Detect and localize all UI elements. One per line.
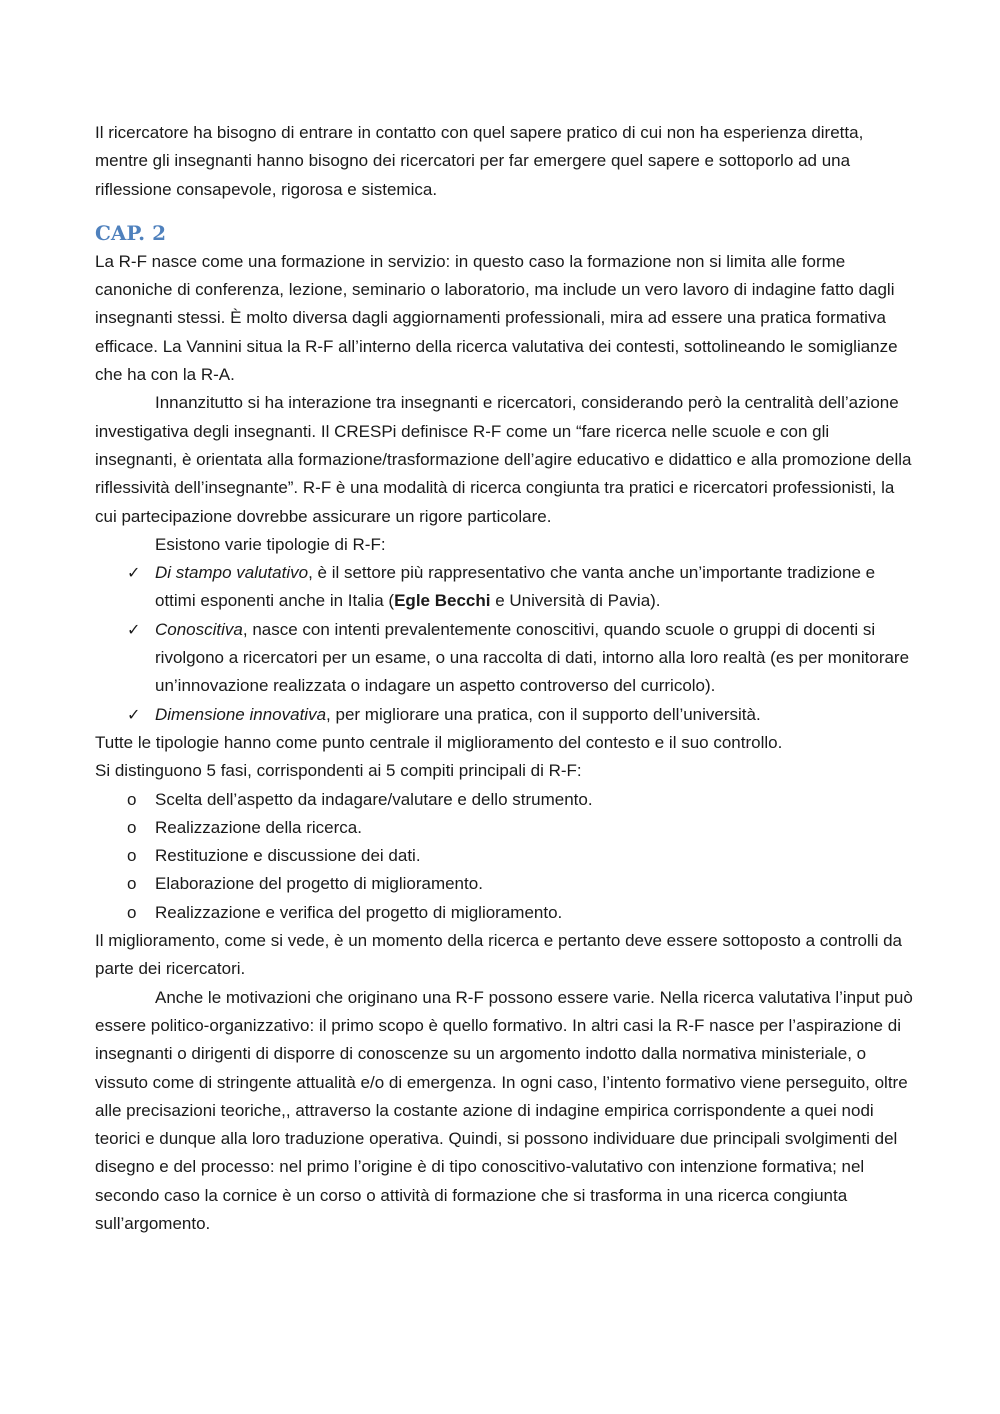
- list-item: [95, 559, 915, 616]
- phase-text: Scelta dell’aspetto da indagare/valutare e dello strumento.: [155, 789, 593, 809]
- list-item: [95, 870, 915, 898]
- list-item: [95, 786, 915, 814]
- type-description: , nasce con intenti prevalentemente conoscitivi, quando scuole o gruppi di docenti si rivolgono a ricercatori per un esame, o una raccolta di dati, intorno alla loro realtà (es per monitorare un’innovazione realizzata o indagare un aspetto controverso del curricolo).: [155, 619, 910, 696]
- circle-bullet-icon: o: [127, 789, 137, 809]
- paragraph-types-intro: Esistono varie tipologie di R-F:: [155, 534, 386, 554]
- checkmark-icon: ✓: [127, 563, 141, 583]
- type-author: Egle Becchi: [394, 591, 491, 611]
- circle-bullet-icon: o: [127, 874, 137, 894]
- paragraph-interaction: Innanzitutto si ha interazione tra insegnanti e ricercatori, considerando però la centralità dell’azione investigativa degli insegnanti. Il CRESPi definisce R-F come un “fare ricerca nelle scuole e con gli insegnanti, è orientata alla formazione/trasformazione dell’agire educativo e didattico e alla promozione della riflessività dell’insegnante”. R-F è una modalità di ricerca congiunta tra pratici e ricercatori professionisti, la cui partecipazione dovrebbe assicurare un rigore particolare.: [95, 393, 912, 526]
- type-name: Di stampo valutativo: [155, 563, 309, 583]
- phase-text: Realizzazione e verifica del progetto di miglioramento.: [155, 902, 563, 922]
- types-list: [95, 559, 915, 729]
- chapter-heading: CAP. 2: [95, 220, 167, 245]
- paragraph-motivations: Anche le motivazioni che originano una R-F possono essere varie. Nella ricerca valutativa l’input può essere politico-organizzativo: il primo scopo è quello formativo. In altri casi la R-F nasce per l’aspirazione di insegnanti o dirigenti di disporre di conoscenze su un argomento indotto dalla normativa ministeriale, o vissuto come di stringente attualità e/o di emergenza. In ogni caso, l’intento formativo viene perseguito, oltre alle precisazioni teoriche,, attraverso la costante azione di indagine empirica corrispondente a quei nodi teorici e dunque alla loro traduzione operativa. Quindi, si possono individuare due principali svolgimenti del disegno e del processo: nel primo l’origine è di tipo conoscitivo-valutativo con intenzione formativa; nel secondo caso la cornice è un corso o attività di formazione che si trasforma in una ricerca congiunta sull’argomento.: [95, 987, 913, 1233]
- checkmark-icon: ✓: [127, 619, 141, 639]
- phase-text: Realizzazione della ricerca.: [155, 817, 362, 837]
- type-name: Dimensione innovativa: [155, 704, 327, 724]
- paragraph-definition: La R-F nasce come una formazione in servizio: in questo caso la formazione non si limita alle forme canoniche di conferenza, lezione, seminario o laboratorio, ma include un vero lavoro di indagine fatto dagli insegnanti stessi. È molto diversa dagli aggiornamenti professionali, mira ad essere una pratica formativa efficace. La Vannini situa la R-F all’interno della ricerca valutativa dei contesti, sottolineando le somiglianze che ha con la R-A.: [95, 251, 898, 385]
- type-description: , è il settore più rappresentativo che vanta anche un’importante tradizione e ottimi esponenti anche in Italia (: [155, 563, 876, 611]
- paragraph-phases-intro: Si distinguono 5 fasi, corrispondenti ai 5 compiti principali di R-F:: [95, 761, 582, 781]
- document-body: [95, 119, 915, 1238]
- circle-bullet-icon: o: [127, 902, 137, 922]
- list-item: [95, 701, 915, 729]
- list-item: [95, 842, 915, 870]
- circle-bullet-icon: o: [127, 846, 137, 866]
- list-item: [95, 616, 915, 701]
- list-item: [95, 899, 915, 927]
- type-name: Conoscitiva: [155, 619, 243, 639]
- circle-bullet-icon: o: [127, 817, 137, 837]
- phase-text: Elaborazione del progetto di miglioramento.: [155, 874, 483, 894]
- list-item: [95, 814, 915, 842]
- type-description-end: e Università di Pavia).: [490, 591, 661, 611]
- intro-paragraph: Il ricercatore ha bisogno di entrare in contatto con quel sapere pratico di cui non ha esperienza diretta, mentre gli insegnanti hanno bisogno dei ricercatori per far emergere quel sapere e sottoporlo ad una riflessione consapevole, rigorosa e sistemica.: [95, 123, 864, 199]
- phase-text: Restituzione e discussione dei dati.: [155, 846, 421, 866]
- type-description: , per migliorare una pratica, con il supporto dell’università.: [326, 704, 761, 724]
- checkmark-icon: ✓: [127, 704, 141, 724]
- paragraph-improvement: Tutte le tipologie hanno come punto centrale il miglioramento del contesto e il suo controllo.: [95, 732, 783, 752]
- paragraph-control: Il miglioramento, come si vede, è un momento della ricerca e pertanto deve essere sottoposto a controlli da parte dei ricercatori.: [95, 931, 902, 979]
- phases-list: [95, 786, 915, 927]
